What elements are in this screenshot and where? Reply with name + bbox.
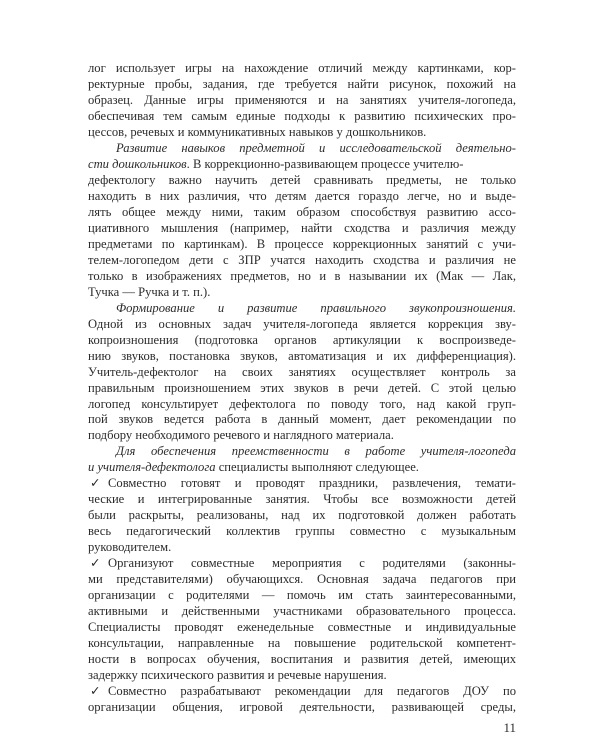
- text-line: руководителем.: [88, 540, 172, 555]
- text-line: Одной из основных задач учителя-логопеда является коррекция зву-: [88, 316, 516, 331]
- text-line: телем-логопедом дети с ЗПР учатся находить сходства и различия не: [88, 252, 516, 267]
- checkmark-icon: ✓: [90, 684, 101, 698]
- section-heading-line: Для обеспечения преемственности в работе учителя-логопеда: [116, 444, 516, 459]
- text-line: циативного мышления (например, найти сходства и различия между: [88, 220, 516, 235]
- text-line: предметами по картинкам). В процессе коррекционных занятий с учи-: [88, 236, 516, 251]
- text-line: . В коррекционно-развивающем процессе учителю-: [186, 156, 464, 171]
- text-line: копроизношения (подготовка органов артикуляции к воспроизведе-: [88, 332, 516, 347]
- text-line: весь педагогический коллектив группы совместно с музыкальным: [88, 524, 516, 539]
- text-line: Тучка — Ручка и т. п.).: [88, 284, 211, 299]
- text-line: лять общее между ними, таким образом способствуя развитию ассо-: [88, 204, 516, 219]
- page-number: 11: [503, 720, 516, 735]
- text-line: были раскрыты, реализованы, над их подготовкой должен работать: [88, 508, 516, 523]
- bullet-line: [90, 556, 516, 570]
- text-line: логопед консультирует дефектолога по поводу того, над какой груп-: [88, 396, 516, 411]
- text-line: лог использует игры на нахождение отличий между картинками, кор-: [88, 61, 516, 75]
- text-line: Совместно разрабатывают рекомендации для педагогов ДОУ по: [108, 684, 516, 698]
- section-heading-line: Формирование и развитие правильного звукопроизношения.: [116, 300, 516, 315]
- text-line: цессов, речевых и коммуникативных навыков у дошкольников.: [88, 124, 427, 139]
- text-line: пой звуков ведется работа в данный момент, дает рекомендации по: [88, 412, 516, 427]
- text-line: ности в вопросах обучения, воспитания и развития детей, имеющих: [88, 652, 516, 667]
- section-heading-line: сти дошкольников: [88, 156, 187, 171]
- text-line: ческие и интегрированные занятия. Чтобы все возможности детей: [88, 492, 516, 507]
- text-line: только в изображениях предметов, но и в назывании их (Мак — Лак,: [88, 268, 516, 283]
- text-line: ректурные пробы, задания, где требуется найти рисунок, похожий на: [88, 77, 516, 91]
- text-line: консультации, направленные на повышение родительской компетент-: [88, 636, 516, 651]
- text-line: Специалисты проводят еженедельные совместные и индивидуальные: [88, 620, 516, 635]
- text-line: нию звуков, постановка звуков, автоматизация и их дифференциация).: [88, 348, 516, 363]
- checkmark-icon: ✓: [90, 476, 101, 491]
- text-line: правильным произношением этих звуков в речи детей. С этой целью: [88, 380, 516, 395]
- text-line: организации с родителями — помочь им стать заинтересованными,: [88, 588, 516, 603]
- text-line: [88, 157, 516, 171]
- text-line: Организуют совместные мероприятия с родителями (законны-: [108, 556, 516, 571]
- text-line: специалисты выполняют следующее.: [215, 460, 419, 475]
- section-heading-line: и учителя-дефектолога: [88, 460, 216, 475]
- checkmark-icon: ✓: [90, 556, 101, 571]
- text-line: дефектологу важно научить детей сравнивать предметы, не только: [88, 172, 516, 187]
- text-line: Совместно готовят и проводят праздники, развлечения, темати-: [108, 476, 516, 491]
- text-line: обеспечивая тем самым единые подходы к развитию психических про-: [88, 108, 516, 123]
- text-line: ми представителями) обучающихся. Основная задача педагогов при: [88, 572, 516, 587]
- text-line: образец. Данные игры применяются и на занятиях учителя-логопеда,: [88, 93, 516, 107]
- text-line: задержку психического развития и речевые нарушения.: [88, 668, 387, 682]
- text-line: Учитель-дефектолог на своих занятиях осуществляет контроль за: [88, 364, 516, 379]
- bullet-line: [90, 476, 516, 490]
- text-line: активными и действенными участниками образовательного процесса.: [88, 604, 516, 619]
- section-heading-line: Развитие навыков предметной и исследовательской деятельно-: [116, 140, 516, 155]
- bullet-line: [90, 684, 516, 698]
- text-line: подбору необходимого речевого и наглядного материала.: [88, 428, 394, 443]
- text-line: находить в них различия, что детям дается гораздо легче, но и выде-: [88, 188, 516, 203]
- text-line: организации общения, игровой деятельности, развивающей среды,: [88, 700, 516, 714]
- text-line: [88, 460, 419, 474]
